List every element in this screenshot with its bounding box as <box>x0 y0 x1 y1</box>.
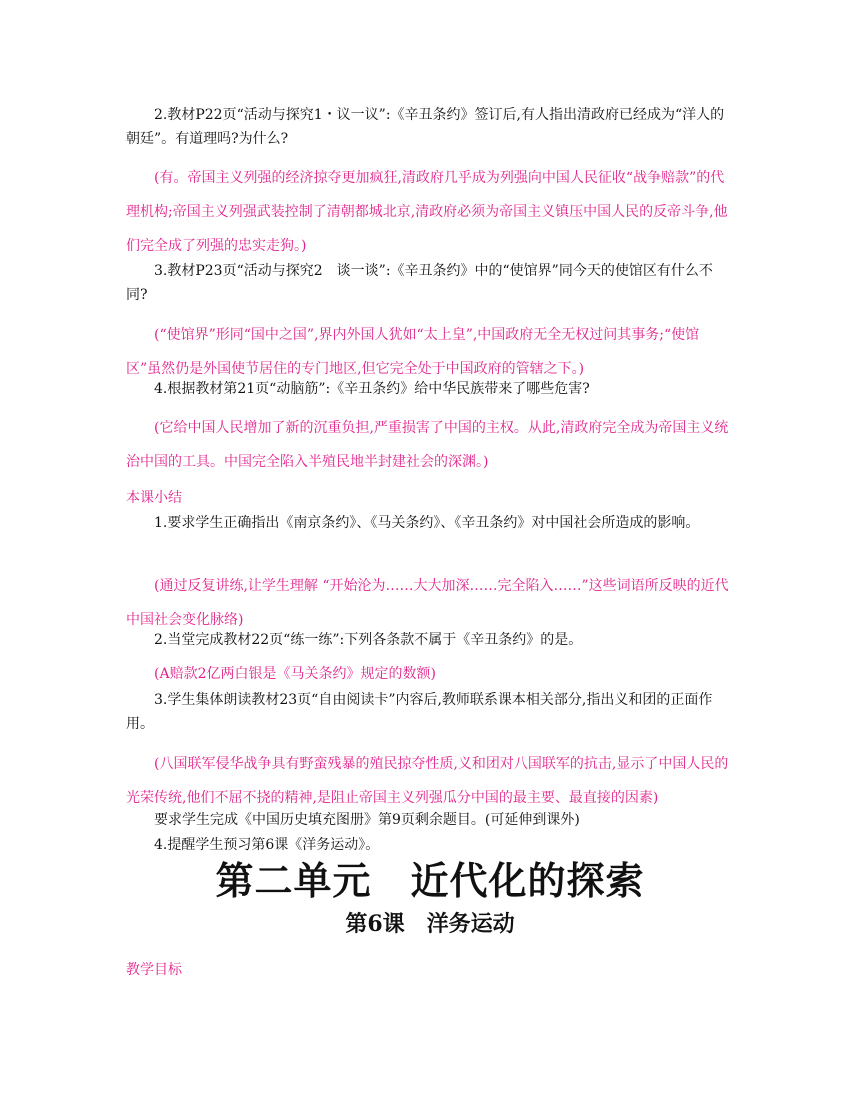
question-paragraph: 4.提醒学生预习第6课《洋务运动》。 <box>154 837 380 853</box>
question-paragraph: 要求学生完成《中国历史填充图册》第9页剩余题目。(可延伸到课外) <box>154 812 580 828</box>
section-heading: 本课小结 <box>126 490 182 506</box>
answer-paragraph: (它给中国人民增加了新的沉重负担,严重损害了中国的主权。从此,清政府完全成为帝国主义统治中国的工具。中国完全陷入半殖民地半封建社会的深渊。) <box>126 420 729 470</box>
question-paragraph: 2.教材P22页“活动与探究1・议一议”:《辛丑条约》签订后,有人指出清政府已经成为“洋人的朝廷”。有道理吗?为什么? <box>126 107 725 147</box>
question-paragraph: 3.学生集体朗读教材23页“自由阅读卡”内容后,教师联系课本相关部分,指出义和团的正面作用。 <box>126 692 713 732</box>
question-paragraph: 3.教材P23页“活动与探究2 谈一谈”:《辛丑条约》中的“使馆界”同今天的使馆区有什么不同? <box>126 263 713 303</box>
lesson-title: 第6课 洋务运动 <box>345 911 515 937</box>
question-paragraph: 2.当堂完成教材22页“练一练”:下列各条款不属于《辛丑条约》的是。 <box>154 632 583 648</box>
answer-paragraph: (有。帝国主义列强的经济掠夺更加疯狂,清政府几乎成为列强向中国人民征收“战争赔款”的代理机构;帝国主义列强武装控制了清朝都城北京,清政府必须为帝国主义镇压中国人民的反帝斗争,他们完全成了列强的忠实走狗。) <box>126 170 728 254</box>
answer-paragraph: (A赔款2亿两白银是《马关条约》规定的数额) <box>154 666 436 682</box>
question-paragraph: 4.根据教材第21页“动脑筋”:《辛丑条约》给中华民族带来了哪些危害? <box>154 381 590 397</box>
unit-title: 第二单元 近代化的探索 <box>215 858 645 903</box>
goals-heading: 教学目标 <box>126 962 182 978</box>
answer-paragraph: (“使馆界”形同“国中之国”,界内外国人犹如“太上皇”,中国政府无全无权过问其事务;“使馆区”虽然仍是外国使节居住的专门地区,但它完全处于中国政府的管辖之下。) <box>126 327 700 377</box>
answer-paragraph: (八国联军侵华战争具有野蛮残暴的殖民掠夺性质,义和团对八国联军的抗击,显示了中国人民的光荣传统,他们不屈不挠的精神,是阻止帝国主义列强瓜分中国的最主要、最直接的因素) <box>126 756 729 806</box>
answer-paragraph: (通过反复讲练,让学生理解 “开始沦为……大大加深……完全陷入……”这些词语所反映的近代中国社会变化脉络) <box>126 578 729 628</box>
question-paragraph: 1.要求学生正确指出《南京条约》、《马关条约》、《辛丑条约》对中国社会所造成的影响。 <box>154 515 700 531</box>
